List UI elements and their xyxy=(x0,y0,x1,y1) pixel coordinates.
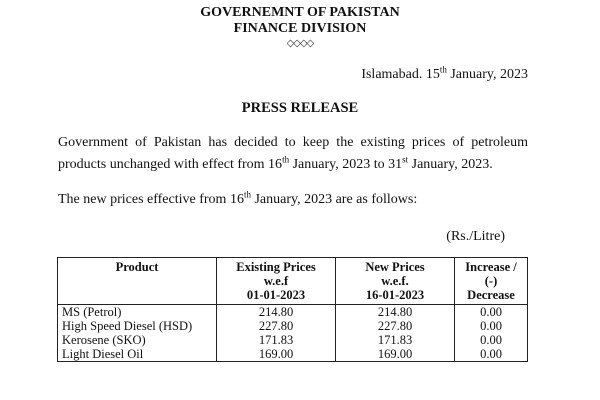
table-header-row xyxy=(58,258,528,305)
cell-existing: 171.83 xyxy=(217,333,336,347)
paragraph1-line2 xyxy=(58,156,528,174)
cell-change: 0.00 xyxy=(455,333,528,347)
header-change xyxy=(455,258,528,305)
dateline-sup: th xyxy=(439,64,447,75)
p1-sup-2: st xyxy=(402,154,409,165)
price-table xyxy=(57,257,528,362)
table-row xyxy=(58,333,528,347)
header-government: GOVERNEMNT OF PAKISTAN xyxy=(200,5,400,20)
cell-change: 0.00 xyxy=(455,305,528,320)
header-new-l1: New Prices xyxy=(365,260,425,274)
p1-sup-1: th xyxy=(282,154,290,165)
cell-new: 171.83 xyxy=(336,333,455,347)
cell-change: 0.00 xyxy=(455,347,528,362)
header-product xyxy=(58,258,217,305)
p1-text-c: January, 2023. xyxy=(408,157,493,172)
p2-text-b: January, 2023 are as follows: xyxy=(250,192,418,207)
header-ornament: ◇◇◇◇ xyxy=(286,38,314,49)
unit-label: (Rs./Litre) xyxy=(446,229,505,244)
header-existing-l2: w.e.f xyxy=(263,274,289,288)
header-change-l2: Decrease xyxy=(467,288,515,302)
cell-product: Kerosene (SKO) xyxy=(58,333,217,347)
header-existing-l1: Existing Prices xyxy=(236,260,316,274)
cell-existing: 227.80 xyxy=(217,319,336,333)
dateline xyxy=(361,66,528,84)
header-change-l1: Increase / (-) xyxy=(465,260,517,288)
press-release-title: PRESS RELEASE xyxy=(241,100,359,116)
cell-existing: 214.80 xyxy=(217,305,336,320)
cell-change: 0.00 xyxy=(455,319,528,333)
table-row xyxy=(58,305,528,320)
p2-text-a: The new prices effective from 16 xyxy=(58,192,244,207)
cell-product: MS (Petrol) xyxy=(58,305,217,320)
dateline-rest: January, 2023 xyxy=(446,67,528,82)
cell-new: 214.80 xyxy=(336,305,455,320)
cell-new: 227.80 xyxy=(336,319,455,333)
header-new-l3: 16-01-2023 xyxy=(365,288,425,302)
paragraph2 xyxy=(58,191,528,209)
cell-existing: 169.00 xyxy=(217,347,336,362)
cell-new: 169.00 xyxy=(336,347,455,362)
p2-sup: th xyxy=(243,189,251,200)
table-row xyxy=(58,347,528,362)
cell-product: High Speed Diesel (HSD) xyxy=(58,319,217,333)
header-existing-l3: 01-01-2023 xyxy=(246,288,306,302)
table-row xyxy=(58,319,528,333)
paragraph1-line1: Government of Pakistan has decided to keep the existing prices of petroleum xyxy=(58,135,528,150)
header-new xyxy=(336,258,455,305)
p1-text-a: products unchanged with effect from 16 xyxy=(58,157,283,172)
p1-text-b: January, 2023 to 31 xyxy=(289,157,403,172)
header-existing xyxy=(217,258,336,305)
header-product-label: Product xyxy=(115,260,159,274)
header-division: FINANCE DIVISION xyxy=(233,21,367,36)
dateline-place: Islamabad. 15 xyxy=(361,67,440,82)
header-new-l2: w.e.f. xyxy=(381,274,409,288)
cell-product: Light Diesel Oil xyxy=(58,347,217,362)
